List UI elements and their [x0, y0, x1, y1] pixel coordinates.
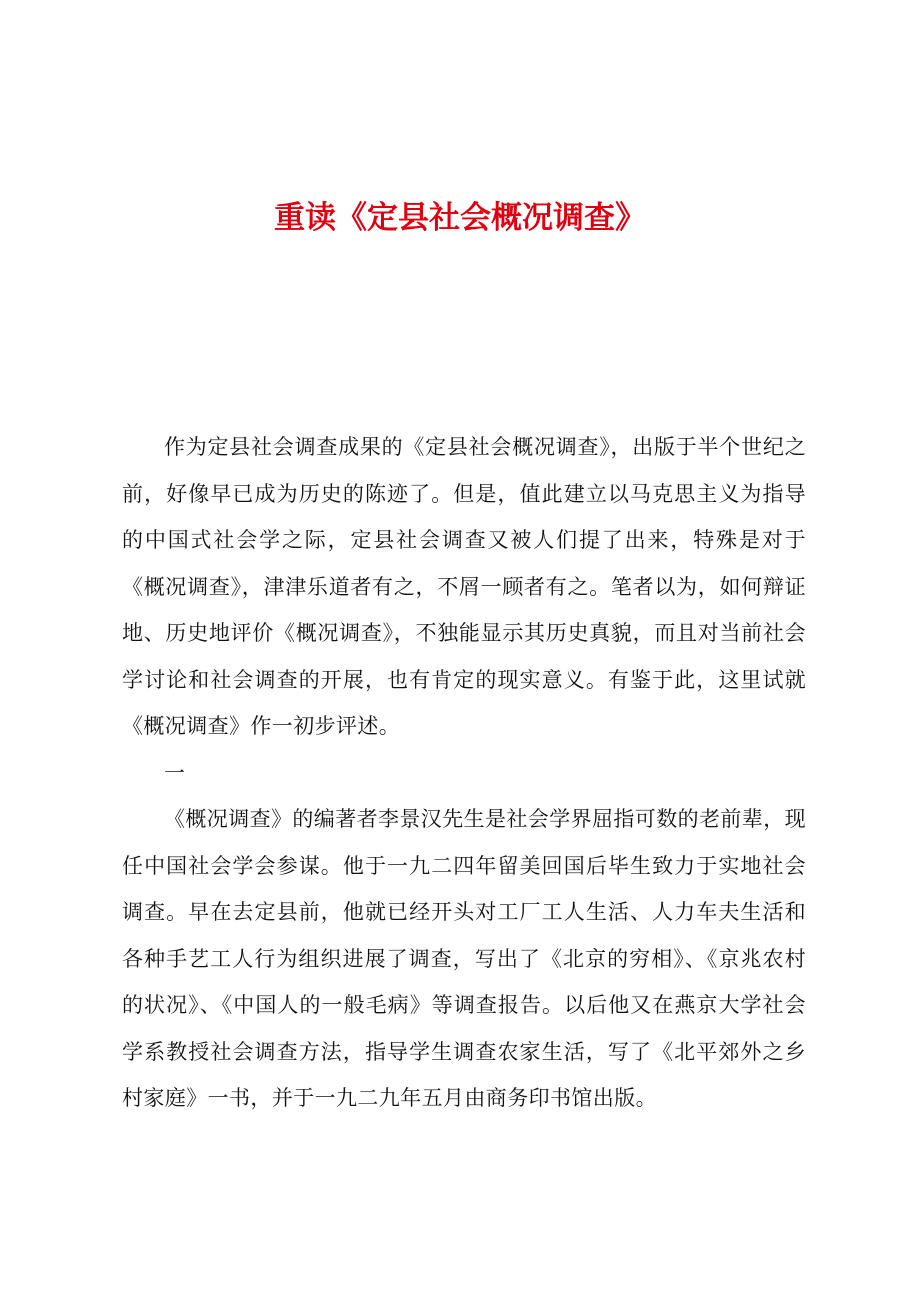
paragraph-intro: 作为定县社会调查成果的《定县社会概况调查》，出版于半个世纪之前，好像早已成为历史的陈迹了。但是，值此建立以马克思主义为指导的中国式社会学之际，定县社会调查又被人们提了出来，特殊是对于《概况调查》，津津乐道者有之，不屑一顾者有之。笔者以为，如何辩证地、历史地评价《概况调查》，不独能显示其历史真貌，而且对当前社会学讨论和社会调查的开展，也有肯定的现实意义。有鉴于此，这里试就《概况调查》作一初步评述。 — [122, 435, 806, 738]
paragraph-author-background: 《概况调查》的编著者李景汉先生是社会学界屈指可数的老前辈，现任中国社会学会参谋。他于一九二四年留美回国后毕生致力于实地社会调查。早在去定县前，他就已经开头对工厂工人生活、人力车夫生活和各种手艺工人行为组织进展了调查，写出了《北京的穷相》、《京兆农村的状况》、《中国人的一般毛病》等调查报告。以后他又在燕京大学社会学系教授社会调查方法，指导学生调查农家生活，写了《北平郊外之乡村家庭》一书，并于一九二九年五月由商务印书馆出版。 — [122, 807, 806, 1110]
section-number-one: 一 — [164, 760, 185, 785]
document-title: 重读《定县社会概况调查》 — [274, 200, 646, 236]
document-body — [122, 424, 806, 1122]
